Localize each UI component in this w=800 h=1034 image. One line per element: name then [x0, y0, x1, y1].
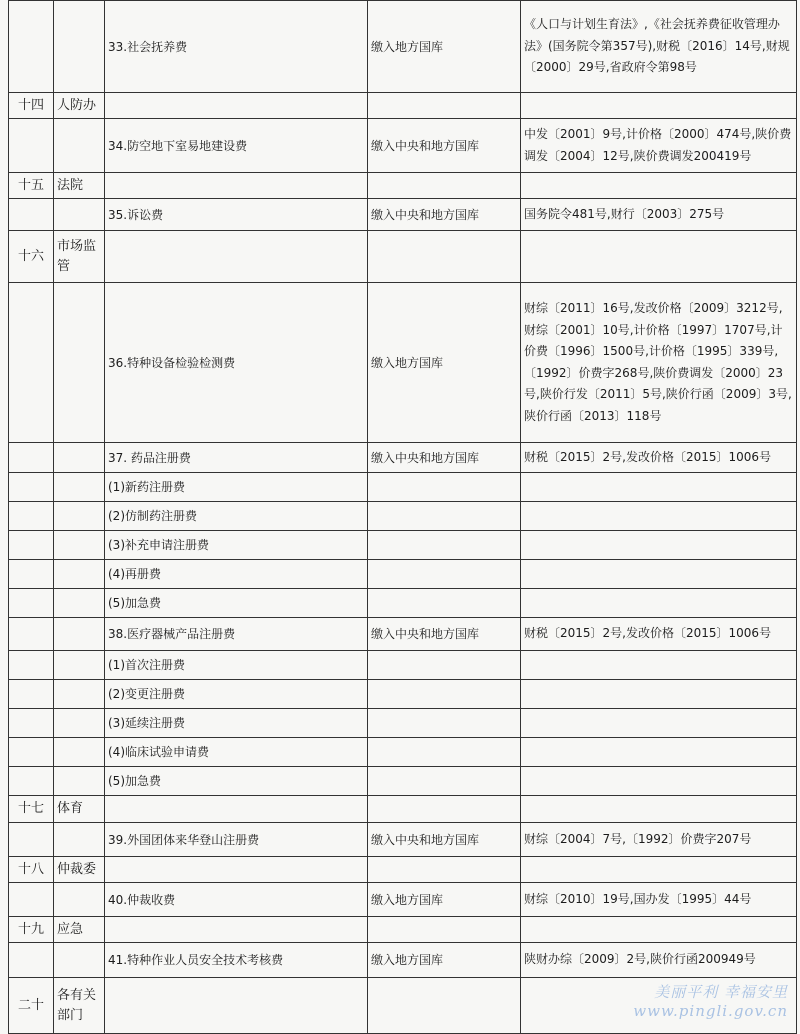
section-number: 十五	[9, 173, 54, 199]
table-row	[9, 857, 797, 883]
section-number	[9, 709, 54, 738]
policy-basis: 财税〔2015〕2号,发改价格〔2015〕1006号	[521, 443, 797, 473]
policy-basis	[521, 738, 797, 767]
policy-basis	[521, 709, 797, 738]
department-name	[54, 589, 105, 618]
section-number	[9, 767, 54, 796]
section-number	[9, 823, 54, 857]
department-name	[54, 651, 105, 680]
section-number	[9, 618, 54, 651]
table-row	[9, 231, 797, 283]
fee-item	[105, 917, 368, 943]
table-row	[9, 618, 797, 651]
fee-item: (5)加急费	[105, 767, 368, 796]
section-number: 十六	[9, 231, 54, 283]
policy-basis: 中发〔2001〕9号,计价格〔2000〕474号,陕价费调发〔2004〕12号,陕价费调发200419号	[521, 119, 797, 173]
payment-destination	[368, 709, 521, 738]
payment-destination	[368, 93, 521, 119]
policy-basis: 财综〔2011〕16号,发改价格〔2009〕3212号,财综〔2001〕10号,计价格〔1997〕1707号,计价费〔1996〕1500号,计价格〔1995〕339号,〔1992〕价费字268号,陕价费调发〔2000〕23号,陕价行发〔2011〕5号,陕价行函〔2009〕3号,陕价行函〔2013〕118号	[521, 283, 797, 443]
section-number	[9, 531, 54, 560]
policy-basis	[521, 531, 797, 560]
section-number	[9, 502, 54, 531]
fee-item: 34.防空地下室易地建设费	[105, 119, 368, 173]
section-number	[9, 738, 54, 767]
watermark	[633, 983, 788, 1021]
policy-basis	[521, 502, 797, 531]
department-name	[54, 943, 105, 978]
table-row	[9, 943, 797, 978]
table-row	[9, 709, 797, 738]
section-number	[9, 589, 54, 618]
table-row	[9, 531, 797, 560]
policy-basis	[521, 917, 797, 943]
policy-basis	[521, 560, 797, 589]
fee-item: (2)仿制药注册费	[105, 502, 368, 531]
payment-destination	[368, 531, 521, 560]
department-name	[54, 680, 105, 709]
table-row	[9, 119, 797, 173]
payment-destination	[368, 738, 521, 767]
payment-destination	[368, 767, 521, 796]
department-name	[54, 883, 105, 917]
table-row	[9, 443, 797, 473]
fee-item	[105, 978, 368, 1034]
policy-basis	[521, 589, 797, 618]
section-number	[9, 680, 54, 709]
payment-destination: 缴入中央和地方国库	[368, 618, 521, 651]
payment-destination: 缴入中央和地方国库	[368, 823, 521, 857]
section-number	[9, 443, 54, 473]
watermark-slogan: 美丽平利 幸福安里	[654, 983, 788, 1001]
fee-item: (4)临床试验申请费	[105, 738, 368, 767]
department-name: 法院	[54, 173, 105, 199]
payment-destination	[368, 978, 521, 1034]
department-name	[54, 502, 105, 531]
section-number: 十八	[9, 857, 54, 883]
payment-destination	[368, 917, 521, 943]
fee-item: (2)变更注册费	[105, 680, 368, 709]
fee-item: (3)延续注册费	[105, 709, 368, 738]
policy-basis: 财税〔2015〕2号,发改价格〔2015〕1006号	[521, 618, 797, 651]
department-name	[54, 283, 105, 443]
payment-destination	[368, 857, 521, 883]
table-row	[9, 473, 797, 502]
policy-basis	[521, 857, 797, 883]
policy-basis	[521, 767, 797, 796]
fee-item	[105, 231, 368, 283]
department-name	[54, 738, 105, 767]
payment-destination	[368, 651, 521, 680]
table-row	[9, 502, 797, 531]
payment-destination: 缴入中央和地方国库	[368, 443, 521, 473]
policy-basis	[521, 93, 797, 119]
fee-item: (1)新药注册费	[105, 473, 368, 502]
section-number	[9, 283, 54, 443]
department-name	[54, 199, 105, 231]
fee-item: 40.仲裁收费	[105, 883, 368, 917]
fee-item: 37. 药品注册费	[105, 443, 368, 473]
department-name	[54, 1, 105, 93]
table-row	[9, 199, 797, 231]
fee-item: 41.特种作业人员安全技术考核费	[105, 943, 368, 978]
payment-destination	[368, 502, 521, 531]
fee-item: 39.外国团体来华登山注册费	[105, 823, 368, 857]
fee-item	[105, 173, 368, 199]
payment-destination	[368, 231, 521, 283]
payment-destination: 缴入地方国库	[368, 283, 521, 443]
department-name	[54, 823, 105, 857]
department-name	[54, 119, 105, 173]
policy-basis	[521, 680, 797, 709]
payment-destination: 缴入中央和地方国库	[368, 199, 521, 231]
policy-basis	[521, 796, 797, 823]
watermark-url: www.pingli.gov.cn	[633, 1002, 788, 1020]
department-name: 市场监管	[54, 231, 105, 283]
payment-destination	[368, 680, 521, 709]
policy-basis	[521, 473, 797, 502]
fee-item: 36.特种设备检验检测费	[105, 283, 368, 443]
table-row	[9, 589, 797, 618]
policy-basis: 陕财办综〔2009〕2号,陕价行函200949号	[521, 943, 797, 978]
policy-basis: 《人口与计划生育法》,《社会抚养费征收管理办法》(国务院令第357号),财税〔2016〕14号,财规〔2000〕29号,省政府令第98号	[521, 1, 797, 93]
department-name	[54, 531, 105, 560]
department-name	[54, 560, 105, 589]
department-name: 各有关部门	[54, 978, 105, 1034]
section-number	[9, 119, 54, 173]
fee-item: (1)首次注册费	[105, 651, 368, 680]
department-name: 人防办	[54, 93, 105, 119]
table-row	[9, 823, 797, 857]
table-row	[9, 796, 797, 823]
payment-destination: 缴入地方国库	[368, 1, 521, 93]
policy-basis	[521, 651, 797, 680]
fee-table	[8, 0, 797, 1034]
fee-item: 38.医疗器械产品注册费	[105, 618, 368, 651]
table-row	[9, 917, 797, 943]
table-row	[9, 883, 797, 917]
table-row	[9, 560, 797, 589]
department-name: 应急	[54, 917, 105, 943]
fee-item: (5)加急费	[105, 589, 368, 618]
payment-destination: 缴入地方国库	[368, 883, 521, 917]
department-name: 仲裁委	[54, 857, 105, 883]
table-row	[9, 767, 797, 796]
department-name	[54, 473, 105, 502]
section-number	[9, 883, 54, 917]
section-number	[9, 199, 54, 231]
policy-basis: 国务院令481号,财行〔2003〕275号	[521, 199, 797, 231]
fee-item	[105, 857, 368, 883]
department-name	[54, 767, 105, 796]
table-row	[9, 93, 797, 119]
table-row	[9, 680, 797, 709]
section-number: 十四	[9, 93, 54, 119]
policy-basis: 财综〔2004〕7号,〔1992〕价费字207号	[521, 823, 797, 857]
payment-destination	[368, 560, 521, 589]
payment-destination	[368, 796, 521, 823]
section-number	[9, 560, 54, 589]
payment-destination: 缴入中央和地方国库	[368, 119, 521, 173]
payment-destination	[368, 173, 521, 199]
fee-item: 33.社会抚养费	[105, 1, 368, 93]
department-name	[54, 709, 105, 738]
fee-item: (4)再册费	[105, 560, 368, 589]
section-number: 十九	[9, 917, 54, 943]
fee-item: (3)补充申请注册费	[105, 531, 368, 560]
table-row	[9, 283, 797, 443]
fee-item	[105, 796, 368, 823]
policy-basis	[521, 231, 797, 283]
policy-basis: 财综〔2010〕19号,国办发〔1995〕44号	[521, 883, 797, 917]
section-number: 十七	[9, 796, 54, 823]
section-number	[9, 943, 54, 978]
fee-item	[105, 93, 368, 119]
fee-item: 35.诉讼费	[105, 199, 368, 231]
section-number: 二十	[9, 978, 54, 1034]
department-name: 体育	[54, 796, 105, 823]
department-name	[54, 618, 105, 651]
payment-destination	[368, 473, 521, 502]
payment-destination: 缴入地方国库	[368, 943, 521, 978]
payment-destination	[368, 589, 521, 618]
section-number	[9, 1, 54, 93]
section-number	[9, 473, 54, 502]
table-row	[9, 1, 797, 93]
department-name	[54, 443, 105, 473]
table-row	[9, 173, 797, 199]
section-number	[9, 651, 54, 680]
table-row	[9, 738, 797, 767]
table-row	[9, 651, 797, 680]
policy-basis	[521, 173, 797, 199]
fee-table-body	[9, 1, 797, 1034]
